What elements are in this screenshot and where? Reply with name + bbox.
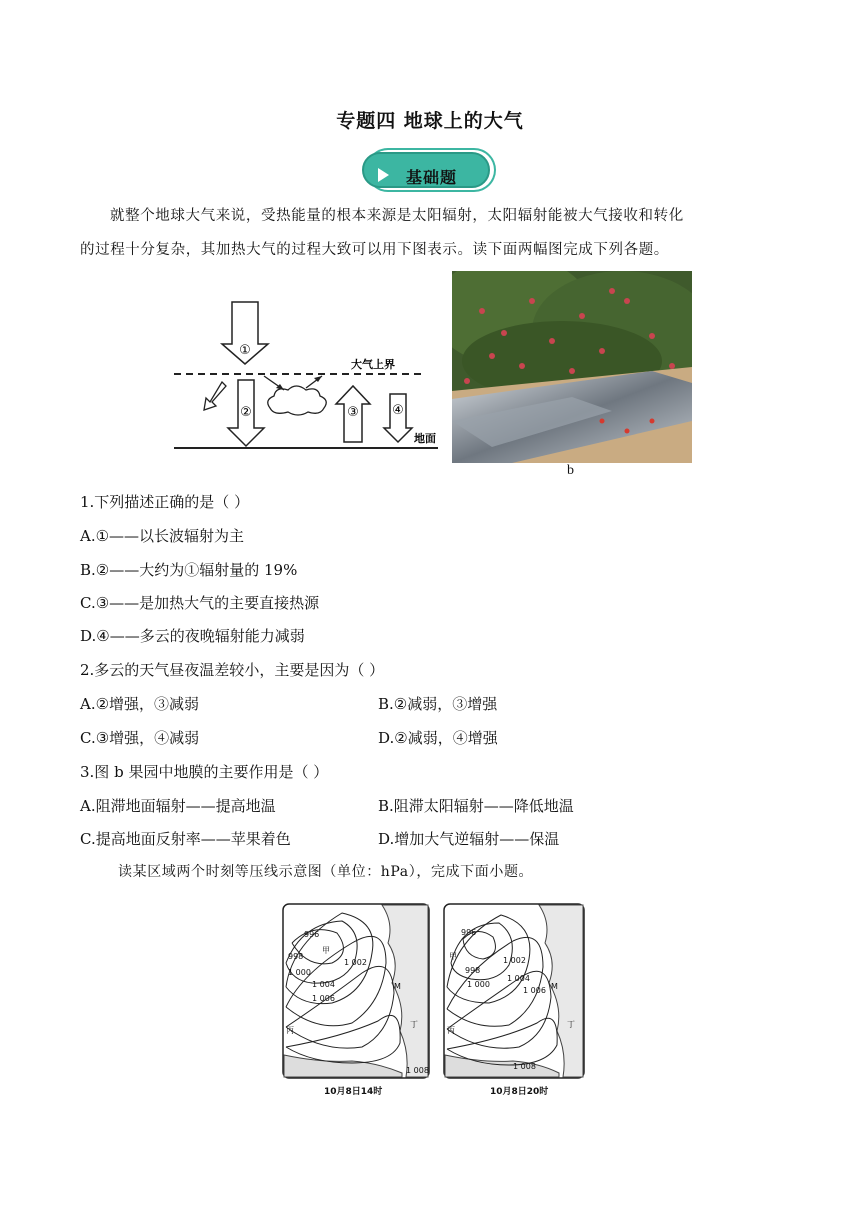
ground-label: 地面: [414, 432, 436, 445]
q3-option-a: A.阻滞地面辐射——提高地温: [80, 797, 276, 815]
intro-line-2: 的过程十分复杂，其加热大气的过程大致可以用下图表示。读下面两幅图完成下列各题。: [80, 242, 669, 258]
map-2-caption: 10月8日20时: [490, 1087, 549, 1097]
map1-label-1004: 1 004: [312, 980, 335, 989]
map1-label-1000: 1 000: [288, 968, 311, 977]
arrow-2-label: ②: [240, 405, 252, 420]
upper-boundary-label: 大气上界: [351, 358, 395, 371]
q2-option-c: C.③增强，④减弱: [80, 729, 200, 747]
map2-label-1000: 1 000: [467, 980, 490, 989]
atmosphere-heating-diagram: [168, 296, 438, 456]
q1-option-c: C.③——是加热大气的主要直接热源: [80, 594, 320, 612]
map1-label-jia: 甲: [322, 946, 330, 955]
q3-option-b: B.阻滞太阳辐射——降低地温: [378, 797, 574, 815]
isobar-map-1: [282, 903, 430, 1079]
map2-label-996: 996: [461, 928, 477, 937]
q3-option-c: C.提高地面反射率——苹果着色: [80, 830, 291, 848]
question-1-stem: 1.下列描述正确的是（ ）: [80, 493, 250, 511]
map2-label-m: M: [551, 982, 558, 991]
map2-label-1008: 1 008: [513, 1062, 536, 1071]
arrow-3-label: ③: [347, 405, 359, 420]
map-1-caption: 10月8日14时: [324, 1087, 383, 1097]
map2-label-1002: 1 002: [503, 956, 526, 965]
map1-label-ding: 丁: [410, 1020, 418, 1029]
q2-option-a: A.②增强，③减弱: [80, 695, 200, 713]
arrow-1-label: ①: [239, 343, 251, 358]
map1-label-1006: 1 006: [312, 994, 335, 1003]
map1-label-996: 996: [304, 930, 320, 939]
q1-option-a: A.①——以长波辐射为主: [80, 527, 245, 545]
q2-option-d: D.②减弱，④增强: [378, 729, 498, 747]
badge-pill: [362, 152, 490, 188]
question-2-stem: 2.多云的天气昼夜温差较小，主要是因为（ ）: [80, 661, 385, 679]
arrow-4-label: ④: [392, 403, 404, 418]
map2-label-1004: 1 004: [507, 974, 530, 983]
q2-option-b: B.②减弱，③增强: [378, 695, 498, 713]
badge-label: 基础题: [406, 168, 458, 187]
map2-label-jia: 甲: [449, 952, 457, 961]
question-3-stem: 3.图 b 果园中地膜的主要作用是（ ）: [80, 763, 329, 781]
map2-label-1006: 1 006: [523, 986, 546, 995]
map1-label-1008: 1 008: [406, 1066, 429, 1075]
map2-label-ding: 丁: [567, 1020, 575, 1029]
play-icon: [378, 168, 389, 182]
map1-label-998: 998: [288, 952, 304, 961]
intro-line-1: 就整个地球大气来说，受热能量的根本来源是太阳辐射，太阳辐射能被大气接收和转化: [110, 208, 684, 224]
map2-label-998: 998: [465, 966, 481, 975]
map2-label-bing: 丙: [447, 1026, 455, 1035]
q1-option-d: D.④——多云的夜晚辐射能力减弱: [80, 627, 305, 645]
map1-label-1002: 1 002: [344, 958, 367, 967]
figure-b-caption: b: [567, 463, 574, 478]
q1-option-b: B.②——大约为①辐射量的 19%: [80, 561, 298, 579]
q3-option-d: D.增加大气逆辐射——保温: [378, 830, 560, 848]
map1-label-bing: 丙: [286, 1026, 294, 1035]
section-badge: [362, 148, 496, 194]
arrow-4-icon: [384, 394, 412, 442]
orchard-photo: [452, 271, 692, 463]
isobar-map-2: [443, 903, 585, 1079]
map1-label-m: M: [394, 982, 401, 991]
cloud-icon: [268, 386, 327, 415]
reflection-arrow-icon: [204, 382, 226, 410]
page-title: 专题四 地球上的大气: [336, 110, 524, 132]
intro-2: 读某区域两个时刻等压线示意图（单位：hPa），完成下面小题。: [118, 864, 534, 880]
